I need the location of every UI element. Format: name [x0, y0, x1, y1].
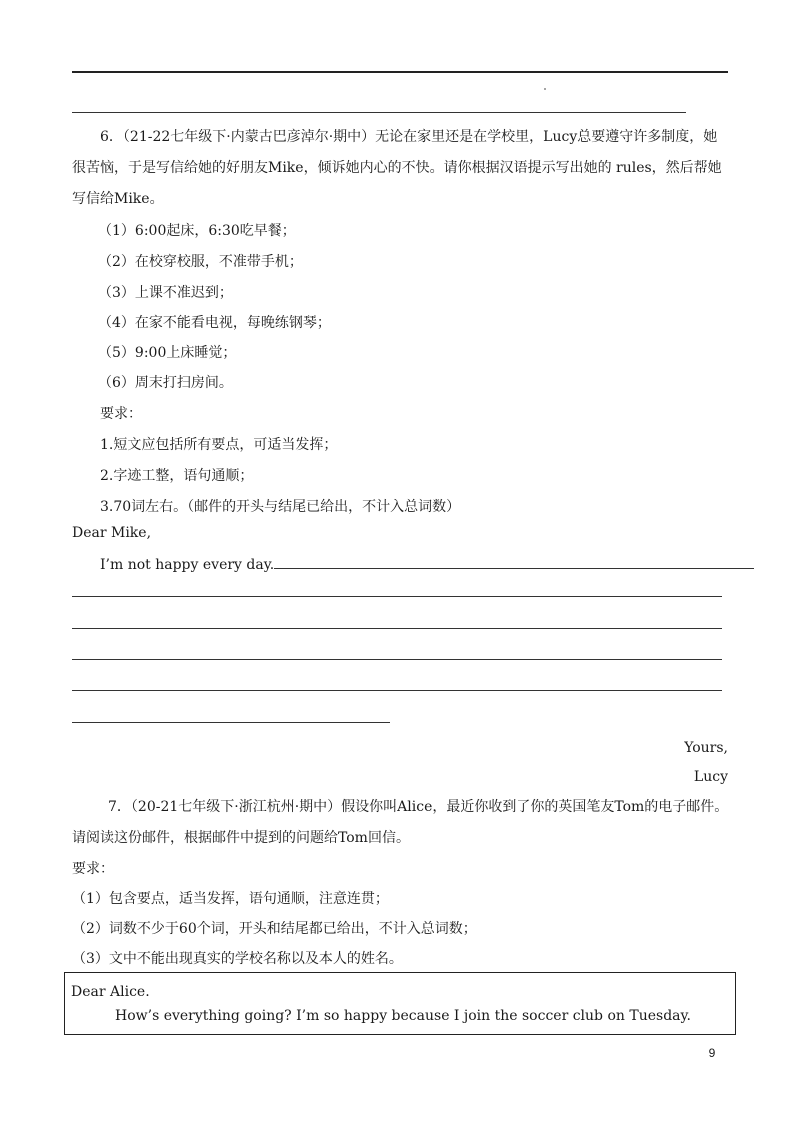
page-number: 9	[708, 1046, 716, 1060]
requirements-label: 要求：	[72, 861, 114, 877]
writing-blank[interactable]	[274, 554, 754, 569]
requirement-item: 3.70词左右。（邮件的开头与结尾已给出，不计入总词数）	[100, 499, 461, 515]
question-7-stem-line-1: 7．（20-21七年级下·浙江杭州·期中）假设你叫Alice，最近你收到了你的英国笔友Tom的电子邮件。	[108, 799, 729, 815]
letter-box-greeting: Dear Alice.	[71, 984, 150, 1000]
letter-greeting: Dear Mike,	[72, 525, 152, 541]
writing-line[interactable]	[72, 690, 722, 691]
question-6-stem-line-2: 很苦恼，于是写信给她的好朋友Mike，倾诉她内心的不快。请你根据汉语提示写出她的 rules，然后帮她	[72, 160, 722, 176]
point-item: （6）周末打扫房间。	[98, 375, 233, 391]
point-item: （2）在校穿校服，不准带手机；	[98, 254, 303, 270]
point-item: （4）在家不能看电视，每晚练钢琴；	[98, 315, 331, 331]
letter-box-line: How’s everything going? I’m so happy because I join the soccer club on Tuesday.	[115, 1008, 691, 1024]
requirement-item: 2.字迹工整，语句通顺；	[100, 468, 254, 484]
letter-closing: Yours,	[684, 740, 728, 756]
answer-line	[72, 112, 686, 113]
question-7-stem-line-2: 请阅读这份邮件，根据邮件中提到的问题给Tom回信。	[72, 830, 410, 846]
question-6-stem-line-3: 写信给Mike。	[72, 191, 164, 207]
writing-line[interactable]	[72, 628, 722, 629]
dot-mark	[544, 88, 546, 90]
letter-opening	[100, 554, 754, 575]
writing-line[interactable]	[72, 596, 722, 597]
question-6-stem-line-1: 6．（21-22七年级下·内蒙古巴彦淖尔·期中）无论在家里还是在学校里，Lucy总要遵守许多制度，她	[100, 129, 718, 145]
point-item: （3）上课不准迟到；	[98, 285, 233, 301]
requirements-label: 要求：	[100, 406, 142, 422]
point-item: （5）9:00上床睡觉；	[98, 345, 237, 361]
letter-signature: Lucy	[693, 769, 728, 785]
letter-opening-text: I’m not happy every day.	[100, 557, 275, 573]
requirement-item: （1）包含要点，适当发挥，语句通顺，注意连贯；	[72, 891, 389, 907]
requirement-item: 1.短文应包括所有要点，可适当发挥；	[100, 437, 338, 453]
letter-box	[64, 972, 736, 1035]
requirement-item: （3）文中不能出现真实的学校名称以及本人的姓名。	[72, 951, 403, 967]
requirement-item: （2）词数不少于60个词，开头和结尾都已给出，不计入总词数；	[72, 921, 477, 937]
writing-line[interactable]	[72, 659, 722, 660]
answer-line	[72, 71, 728, 73]
writing-line[interactable]	[72, 722, 390, 723]
point-item: （1）6:00起床，6:30吃早餐；	[98, 223, 296, 239]
